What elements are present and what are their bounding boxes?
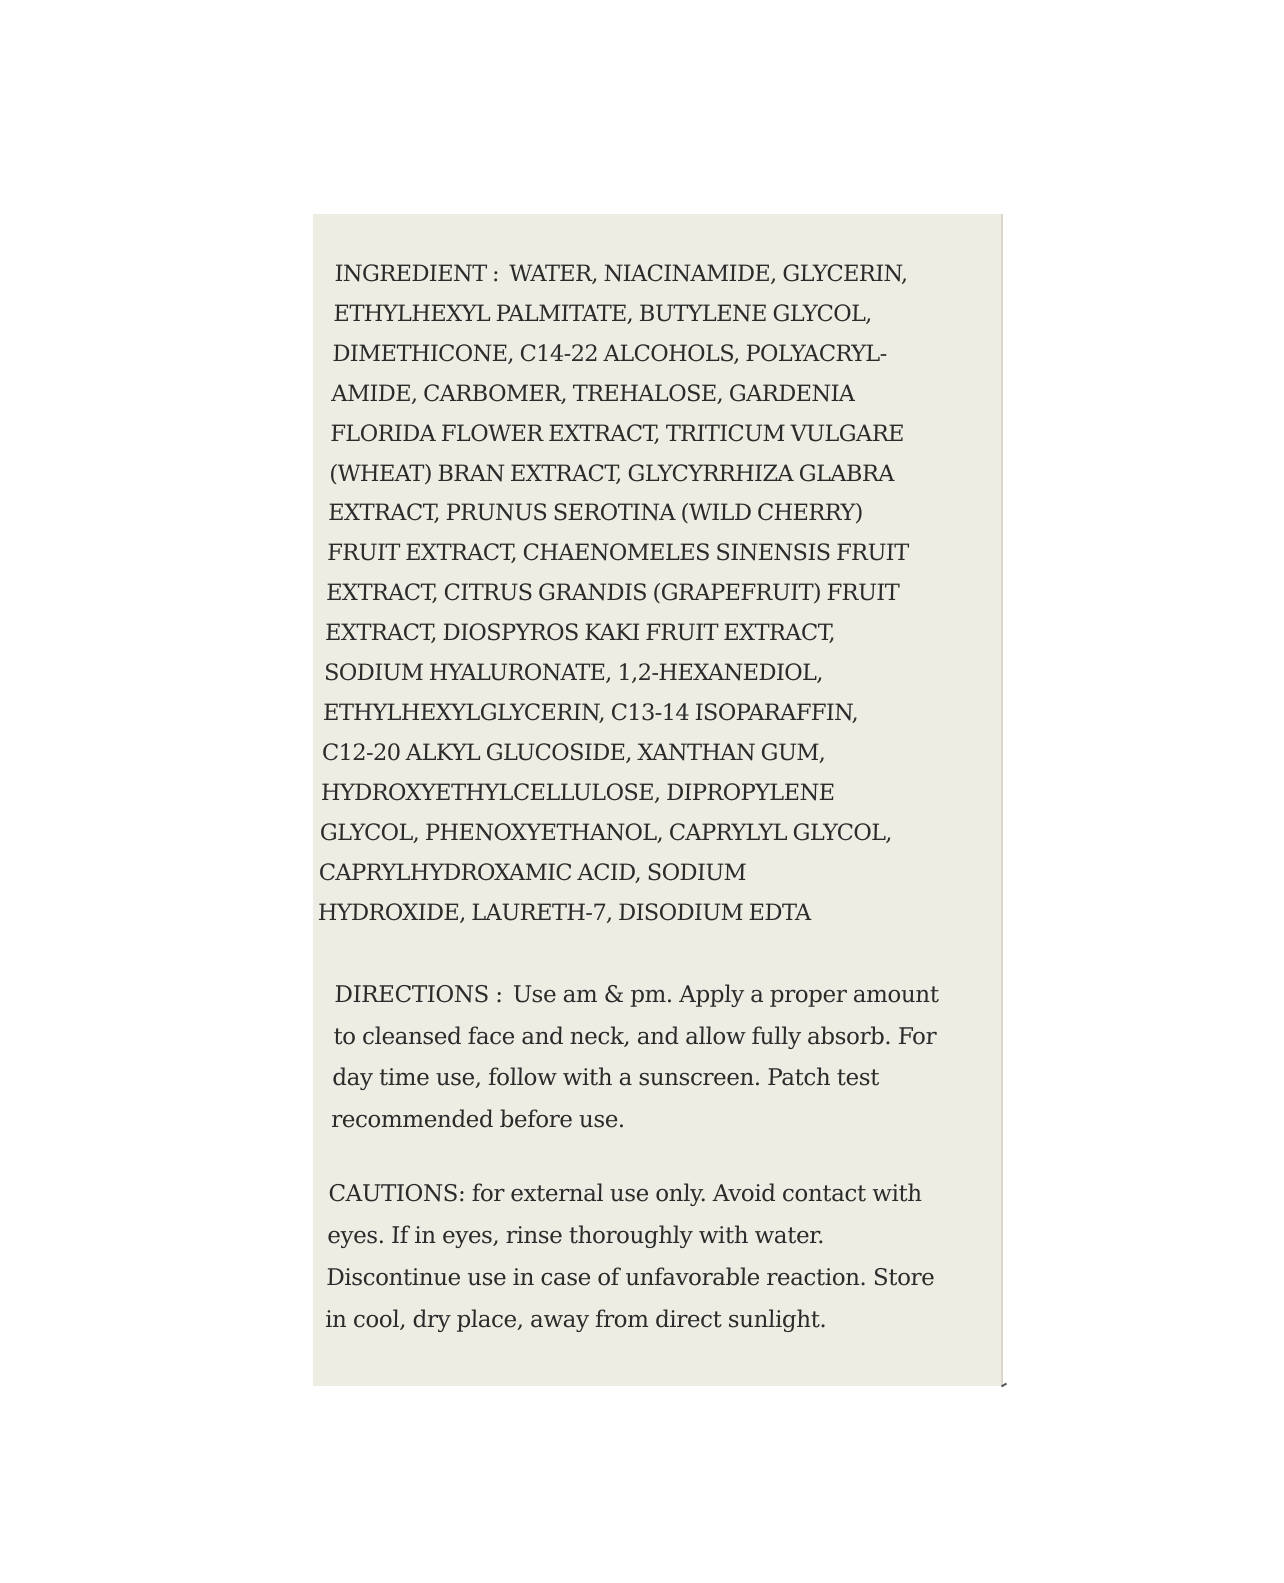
- ingredients-text: FLORIDA FLOWER EXTRACT, TRITICUM VULGARE: [329, 420, 905, 447]
- ingredients-text: CAPRYLHYDROXAMIC ACID, SODIUM: [318, 859, 747, 886]
- ingredients-text: GLYCOL, PHENOXYETHANOL, CAPRYLYL GLYCOL,: [319, 819, 893, 846]
- cautions-text: Discontinue use in case of unfavorable reaction. Store: [325, 1265, 935, 1291]
- cautions-text: in cool, dry place, away from direct sunlight.: [324, 1307, 827, 1333]
- ingredients-text: EXTRACT, CITRUS GRANDIS (GRAPEFRUIT) FRUIT: [325, 580, 900, 607]
- ingredients-text: EXTRACT, DIOSPYROS KAKI FRUIT EXTRACT,: [324, 620, 836, 647]
- directions-section: [331, 975, 975, 1141]
- ingredients-text: (WHEAT) BRAN EXTRACT, GLYCYRRHIZA GLABRA: [328, 460, 895, 487]
- product-label-panel: [313, 214, 1003, 1386]
- ingredients-text: EXTRACT, PRUNUS SEROTINA (WILD CHERRY): [327, 500, 864, 527]
- ingredients-text: DIMETHICONE, C14-22 ALCOHOLS, POLYACRYL-: [332, 340, 888, 367]
- ingredients-text: FRUIT EXTRACT, CHAENOMELES SINENSIS FRUIT: [326, 540, 909, 567]
- ingredients-text: ETHYLHEXYLGLYCERIN, C13-14 ISOPARAFFIN,: [322, 699, 859, 726]
- directions-text: day time use, follow with a sunscreen. Patch test: [331, 1065, 880, 1091]
- ingredients-text: C12-20 ALKYL GLUCOSIDE, XANTHAN GUM,: [321, 739, 826, 766]
- ingredients-heading: INGREDIENT :: [334, 261, 500, 287]
- cautions-text: CAUTIONS: for external use only. Avoid contact with: [328, 1181, 923, 1207]
- ingredients-text: HYDROXYETHYLCELLULOSE, DIPROPYLENE: [320, 779, 835, 806]
- cautions-text: eyes. If in eyes, rinse thoroughly with water.: [327, 1223, 825, 1249]
- directions-heading: DIRECTIONS :: [334, 982, 503, 1008]
- ingredients-line-1: [334, 255, 975, 295]
- directions-text: Use am & pm. Apply a proper amount: [512, 982, 939, 1008]
- ingredients-text: AMIDE, CARBOMER, TREHALOSE, GARDENIA: [331, 380, 855, 407]
- directions-text: recommended before use.: [330, 1106, 626, 1133]
- ingredients-text: WATER, NIACINAMIDE, GLYCERIN,: [508, 261, 909, 287]
- ingredients-text: HYDROXIDE, LAURETH-7, DISODIUM EDTA: [317, 899, 812, 926]
- directions-text: to cleansed face and neck, and allow fully absorb. For: [333, 1023, 937, 1050]
- directions-line-1: [334, 975, 975, 1017]
- corner-mark: [1001, 1383, 1007, 1388]
- ingredients-section: [317, 255, 975, 933]
- ingredients-text: ETHYLHEXYL PALMITATE, BUTYLENE GLYCOL,: [333, 300, 873, 327]
- cautions-section: [325, 1173, 969, 1341]
- ingredients-text: SODIUM HYALURONATE, 1,2-HEXANEDIOL,: [323, 660, 824, 687]
